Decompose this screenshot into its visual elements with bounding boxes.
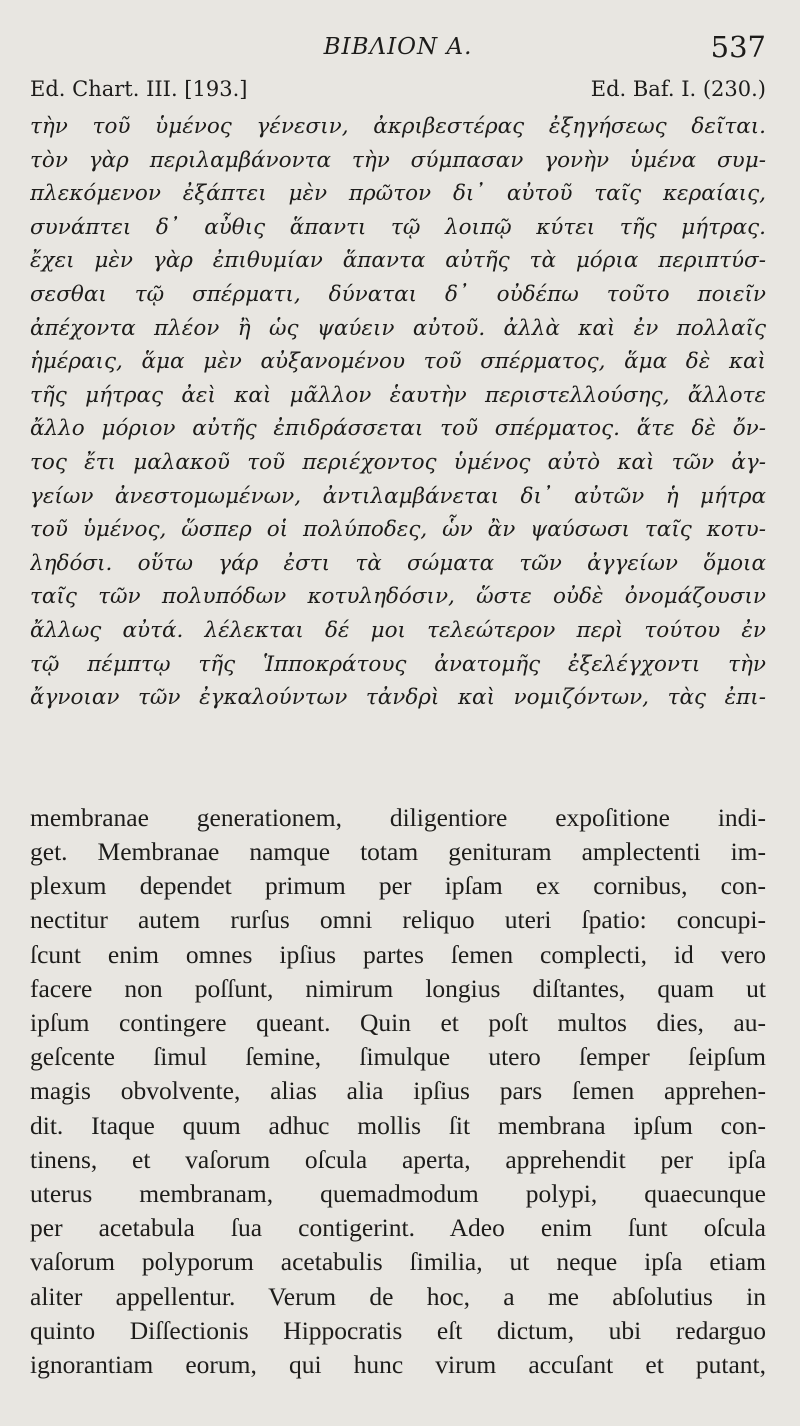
- greek-text: [30, 110, 766, 715]
- latin-text-line: get. Membranae namque totam genituram amplectenti im-: [30, 836, 766, 866]
- latin-text-line: dit. Itaque quum adhuc mollis ſit membrana ipſum con-: [30, 1110, 766, 1140]
- greek-text-line: ταῖς τῶν πολυπόδων κοτυληδόσιν, ὥστε οὐδὲ ὀνομάζουσιν: [30, 584, 766, 610]
- greek-text-line: ἄλλο μόριον αὐτῆς ἐπιδράσσεται τοῦ σπέρματος. ἅτε δὲ ὄν-: [30, 416, 766, 442]
- greek-text-line: ληδόσι. οὕτω γάρ ἐστι τὰ σώματα τῶν ἀγγείων ὅμοια: [30, 550, 766, 576]
- latin-text-line: uterus membranam, quemadmodum polypi, quaecunque: [30, 1178, 766, 1208]
- greek-text-line: ἡμέραις, ἅμα μὲν αὐξανομένου τοῦ σπέρματος, ἅμα δὲ καὶ: [30, 349, 766, 375]
- greek-text-line: σεσθαι τῷ σπέρματι, δύναται δ᾽ οὐδέπω τοῦτο ποιεῖν: [30, 281, 766, 307]
- greek-text-line: τὴν τοῦ ὑμένος γένεσιν, ἀκριβεστέρας ἐξηγήσεως δεῖται.: [30, 114, 766, 139]
- latin-text-line: ignorantiam eorum, qui hunc virum accuſant et putant,: [30, 1349, 766, 1379]
- greek-text-line: τος ἔτι μαλακοῦ τοῦ περιέχοντος ὑμένος αὐτὸ καὶ τῶν ἀγ-: [30, 449, 766, 475]
- greek-text-line: ἄλλως αὐτά. λέλεκται δέ μοι τελεώτερον περὶ τούτου ἐν: [30, 617, 766, 643]
- greek-text-line: συνάπτει δ᾽ αὖθις ἅπαντι τῷ λοιπῷ κύτει τῆς μήτρας.: [30, 214, 766, 240]
- edition-reference-left: Ed. Chart. III. [193.]: [30, 77, 248, 101]
- latin-text-line: vaſorum polyporum acetabulis ſimilia, ut neque ipſa etiam: [30, 1247, 766, 1277]
- edition-reference-right: Ed. Baf. I. (230.): [590, 77, 766, 101]
- latin-text-line: nectitur autem rurſus omni reliquo uteri ſpatio: concupi-: [30, 905, 766, 935]
- latin-text-line: aliter appellentur. Verum de hoc, a me abſolutius in: [30, 1281, 766, 1311]
- greek-text-line: τῆς μήτρας ἀεὶ καὶ μᾶλλον ἑαυτὴν περιστελλούσης, ἄλλοτε: [30, 382, 766, 408]
- edition-references: [30, 74, 766, 104]
- greek-text-line: τοῦ ὑμένος, ὥσπερ οἱ πολύποδες, ὧν ἂν ψαύσωσι ταῖς κοτυ-: [30, 517, 766, 543]
- greek-text-line: γείων ἀνεστομωμένων, ἀντιλαμβάνεται δι᾽ αὐτῶν ἡ μήτρα: [30, 483, 766, 509]
- page-number: 537: [710, 30, 766, 64]
- latin-text-line: quinto Diſſectionis Hippocratis eſt dictum, ubi redarguo: [30, 1315, 766, 1345]
- greek-text-line: πλεκόμενον ἐξάπτει μὲν πρῶτον δι᾽ αὐτοῦ ταῖς κεραίαις,: [30, 181, 766, 207]
- greek-text-line: ἄγνοιαν τῶν ἐγκαλούντων τἀνδρὶ καὶ νομιζόντων, τὰς ἐπι-: [30, 685, 766, 711]
- latin-text-line: plexum dependet primum per ipſam ex cornibus, con-: [30, 871, 766, 901]
- latin-text-line: membranae generationem, diligentiore expoſitione indi-: [30, 802, 766, 832]
- latin-text-line: ipſum contingere queant. Quin et poſt multos dies, au-: [30, 1007, 766, 1037]
- greek-text-line: τὸν γὰρ περιλαμβάνοντα τὴν σύμπασαν γονὴν ὑμένα συμ-: [30, 147, 766, 173]
- latin-text-line: tinens, et vaſorum oſcula aperta, apprehendit per ipſa: [30, 1144, 766, 1174]
- greek-text-line: τῷ πέμπτῳ τῆς Ἱπποκράτους ἀνατομῆς ἐξελέγχοντι τὴν: [30, 651, 766, 677]
- latin-text-line: facere non poſſunt, nimirum longius diſtantes, quam ut: [30, 973, 766, 1003]
- running-head: [30, 30, 766, 74]
- latin-text-line: per acetabula ſua contigerint. Adeo enim ſunt oſcula: [30, 1213, 766, 1243]
- greek-text-line: ἔχει μὲν γὰρ ἐπιθυμίαν ἅπαντα αὐτῆς τὰ μόρια περιπτύσ-: [30, 248, 766, 274]
- latin-text-line: ſcunt enim omnes ipſius partes ſemen complecti, id vero: [30, 939, 766, 969]
- running-title: BIBΛION A.: [323, 34, 473, 60]
- latin-text-line: geſcente ſimul ſemine, ſimulque utero ſemper ſeipſum: [30, 1042, 766, 1072]
- latin-text-line: magis obvolvente, alias alia ipſius pars ſemen apprehen-: [30, 1076, 766, 1106]
- greek-text-line: ἀπέχοντα πλέον ἢ ὡς ψαύειν αὐτοῦ. ἀλλὰ καὶ ἐν πολλαῖς: [30, 315, 766, 341]
- latin-translation: [30, 801, 766, 1382]
